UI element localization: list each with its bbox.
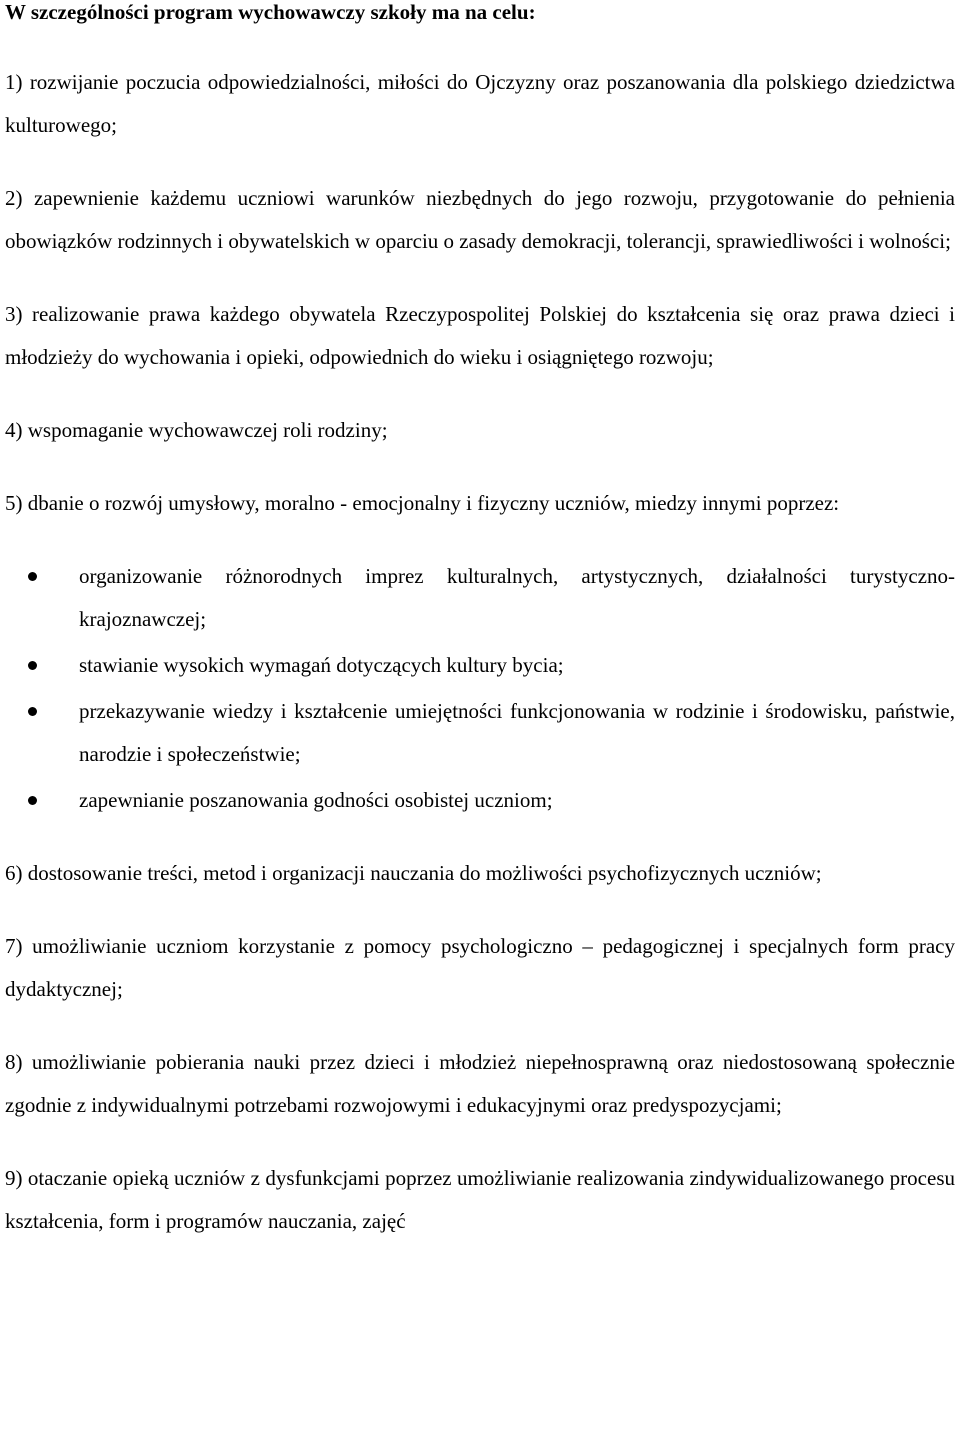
paragraph-7: 7) umożliwianie uczniom korzystanie z pomocy psychologiczno – pedagogicznej i specjalnych form pracy dydaktycznej; [5, 934, 955, 1001]
bullet-icon [28, 707, 37, 716]
bullet-icon [28, 572, 37, 581]
bullet-list [5, 555, 955, 822]
list-item [5, 555, 955, 641]
list-item [5, 644, 955, 687]
bullet-icon [28, 661, 37, 670]
document-page [5, 0, 955, 1243]
paragraph-8: 8) umożliwianie pobierania nauki przez dzieci i młodzież niepełnosprawną oraz niedostosowaną społecznie zgodnie z indywidualnymi potrzebami rozwojowymi i edukacyjnymi oraz predyspozycjami; [5, 1050, 955, 1117]
paragraph-2: 2) zapewnienie każdemu uczniowi warunków niezbędnych do jego rozwoju, przygotowanie do pełnienia obowiązków rodzinnych i obywatelskich w oparciu o zasady demokracji, tolerancji, sprawiedliwości i wolności; [5, 186, 955, 253]
paragraph-5: 5) dbanie o rozwój umysłowy, moralno - emocjonalny i fizyczny uczniów, miedzy innymi poprzez: [5, 491, 840, 515]
list-item-text: przekazywanie wiedzy i kształcenie umiejętności funkcjonowania w rodzinie i środowisku, państwie, narodzie i społeczeństwie; [79, 699, 955, 766]
paragraph-1: 1) rozwijanie poczucia odpowiedzialności, miłości do Ojczyzny oraz poszanowania dla polskiego dziedzictwa kulturowego; [5, 70, 955, 137]
section-heading: W szczególności program wychowawczy szkoły ma na celu: [5, 0, 536, 24]
list-item [5, 690, 955, 776]
paragraph-4: 4) wspomaganie wychowawczej roli rodziny; [5, 418, 388, 442]
list-item-text: organizowanie różnorodnych imprez kulturalnych, artystycznych, działalności turystyczno- krajoznawczej; [79, 564, 955, 631]
list-item-text: zapewnianie poszanowania godności osobistej uczniom; [79, 788, 553, 812]
bullet-icon [28, 796, 37, 805]
list-item-text: stawianie wysokich wymagań dotyczących kultury bycia; [79, 653, 564, 677]
paragraph-9: 9) otaczanie opieką uczniów z dysfunkcjami poprzez umożliwianie realizowania zindywidualizowanego procesu kształcenia, form i programów nauczania, zajęć [5, 1166, 955, 1233]
list-item [5, 779, 955, 822]
paragraph-3: 3) realizowanie prawa każdego obywatela Rzeczypospolitej Polskiej do kształcenia się oraz prawa dzieci i młodzieży do wychowania i opieki, odpowiednich do wieku i osiągniętego rozwoju; [5, 302, 955, 369]
paragraph-6: 6) dostosowanie treści, metod i organizacji nauczania do możliwości psychofizycznych uczniów; [5, 861, 822, 885]
